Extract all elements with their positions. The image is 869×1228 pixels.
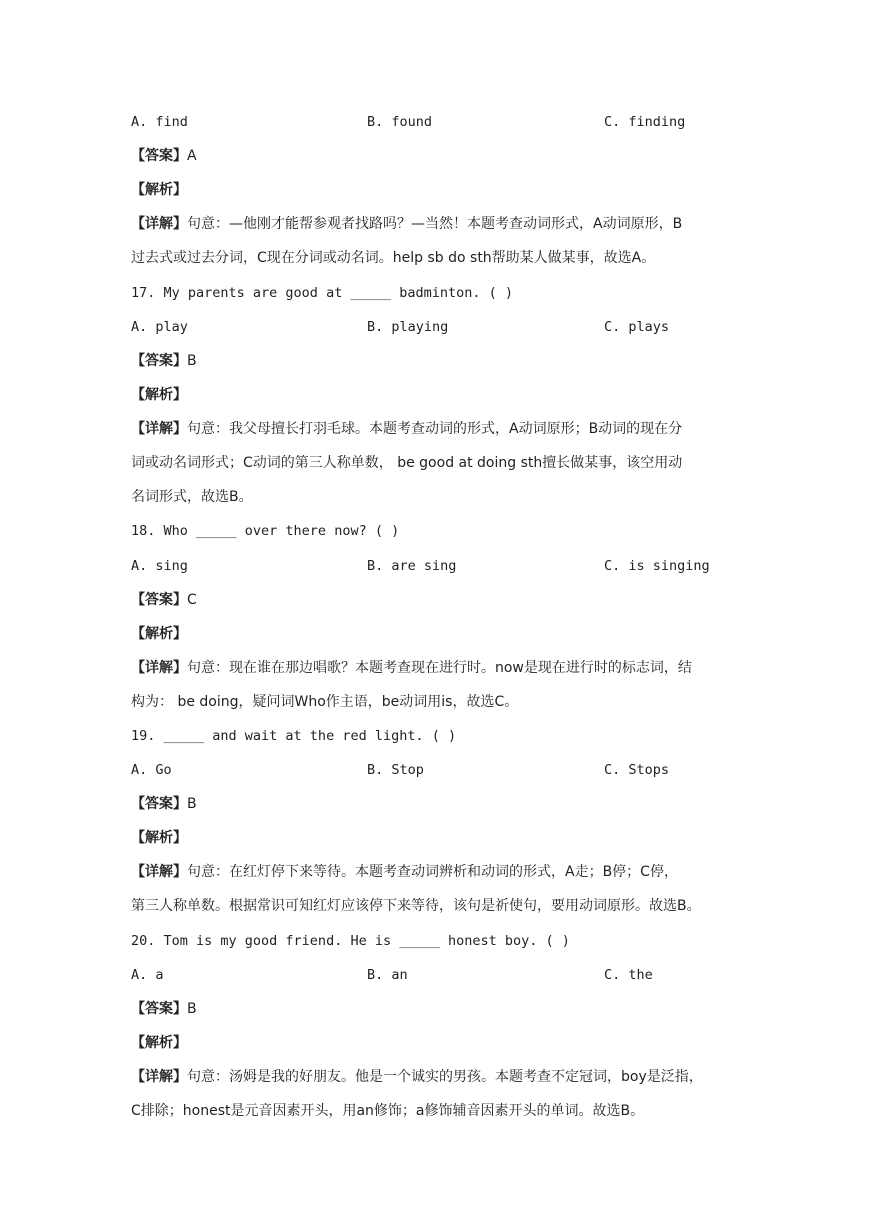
detail-line bbox=[131, 658, 692, 678]
answer-line bbox=[131, 999, 197, 1019]
detail-line bbox=[131, 1067, 703, 1087]
option-b: B. an bbox=[367, 967, 408, 983]
detail-text: 句意：现在谁在那边唱歌？本题考查现在进行时。now是现在进行时的标志词，结 bbox=[187, 660, 692, 676]
detail-text: 句意：—他刚才能帮参观者找路吗？—当然！本题考查动词形式，A动词原形，B bbox=[187, 216, 683, 232]
detail-text: 句意：在红灯停下来等待。本题考查动词辨析和动词的形式，A走；B停；C停， bbox=[187, 864, 678, 880]
analysis-tag: 【解析】 bbox=[131, 626, 187, 642]
analysis-tag: 【解析】 bbox=[131, 182, 187, 198]
detail-line bbox=[131, 862, 678, 882]
detail-tag: 【详解】 bbox=[131, 660, 187, 676]
option-b: B. playing bbox=[367, 319, 449, 335]
detail-text: 第三人称单数。根据常识可知红灯应该停下来等待，该句是祈使句，要用动词原形。故选B。 bbox=[131, 898, 701, 914]
answer-line bbox=[131, 590, 197, 610]
answer-tag: 【答案】 bbox=[131, 592, 187, 608]
option-c: C. plays bbox=[604, 319, 670, 335]
option-c: C. the bbox=[604, 967, 653, 983]
answer-value: A bbox=[187, 148, 197, 164]
answer-tag: 【答案】 bbox=[131, 796, 187, 812]
option-a: A. Go bbox=[131, 762, 172, 778]
question-17: 17. My parents are good at _____ badminton. ( ) bbox=[131, 285, 514, 301]
option-b: B. Stop bbox=[367, 762, 424, 778]
option-b: B. are sing bbox=[367, 558, 457, 574]
detail-line bbox=[131, 419, 682, 439]
answer-line bbox=[131, 794, 197, 814]
detail-text: 名词形式，故选B。 bbox=[131, 489, 253, 505]
analysis-line bbox=[131, 180, 187, 200]
analysis-tag: 【解析】 bbox=[131, 1035, 187, 1051]
answer-value: C bbox=[187, 592, 197, 608]
question-18: 18. Who _____ over there now? ( ) bbox=[131, 523, 400, 539]
answer-tag: 【答案】 bbox=[131, 353, 187, 369]
option-c: C. finding bbox=[604, 114, 686, 130]
option-a: A. a bbox=[131, 967, 164, 983]
analysis-line bbox=[131, 1033, 187, 1053]
detail-tag: 【详解】 bbox=[131, 421, 187, 437]
detail-text: 词或动名词形式；C动词的第三人称单数， be good at doing sth擅长做某事，该空用动 bbox=[131, 455, 683, 471]
answer-tag: 【答案】 bbox=[131, 1001, 187, 1017]
option-a: A. play bbox=[131, 319, 188, 335]
detail-text: 构为： be doing，疑问词Who作主语，be动词用is，故选C。 bbox=[131, 694, 519, 710]
answer-line bbox=[131, 351, 197, 371]
analysis-tag: 【解析】 bbox=[131, 387, 187, 403]
option-a: A. sing bbox=[131, 558, 188, 574]
detail-tag: 【详解】 bbox=[131, 216, 187, 232]
analysis-line bbox=[131, 385, 187, 405]
question-19: 19. _____ and wait at the red light. ( ) bbox=[131, 728, 457, 744]
answer-value: B bbox=[187, 353, 197, 369]
detail-text: 句意：汤姆是我的好朋友。他是一个诚实的男孩。本题考查不定冠词，boy是泛指， bbox=[187, 1069, 703, 1085]
option-b: B. found bbox=[367, 114, 433, 130]
option-c: C. is singing bbox=[604, 558, 710, 574]
answer-value: B bbox=[187, 796, 197, 812]
analysis-tag: 【解析】 bbox=[131, 830, 187, 846]
analysis-line bbox=[131, 828, 187, 848]
detail-text: C排除；honest是元音因素开头，用an修饰；a修饰辅音因素开头的单词。故选B。 bbox=[131, 1103, 645, 1119]
detail-text: 过去式或过去分词，C现在分词或动名词。help sb do sth帮助某人做某事，故选A。 bbox=[131, 250, 656, 266]
question-20: 20. Tom is my good friend. He is _____ honest boy. ( ) bbox=[131, 933, 570, 949]
answer-value: B bbox=[187, 1001, 197, 1017]
detail-tag: 【详解】 bbox=[131, 864, 187, 880]
option-c: C. Stops bbox=[604, 762, 670, 778]
option-a: A. find bbox=[131, 114, 188, 130]
detail-text: 句意：我父母擅长打羽毛球。本题考查动词的形式，A动词原形；B动词的现在分 bbox=[187, 421, 683, 437]
detail-line bbox=[131, 214, 682, 234]
answer-tag: 【答案】 bbox=[131, 148, 187, 164]
answer-line bbox=[131, 146, 197, 166]
analysis-line bbox=[131, 624, 187, 644]
detail-tag: 【详解】 bbox=[131, 1069, 187, 1085]
